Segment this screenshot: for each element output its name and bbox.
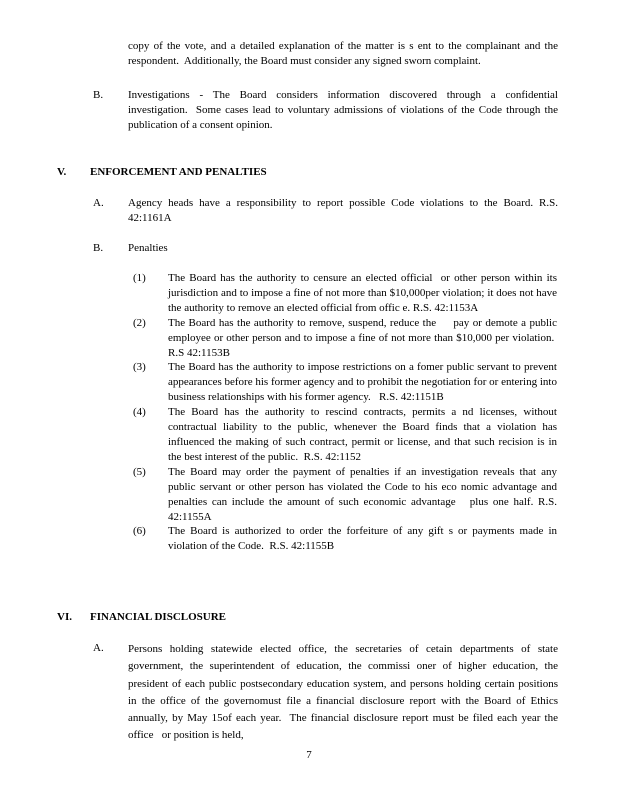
section-vi-title: FINANCIAL DISCLOSURE [90, 611, 227, 623]
item-label-a: A. [93, 197, 104, 209]
section-v-numeral: V. [57, 166, 67, 178]
penalty-text: The Board is authorized to order the forfeiture of any gift s or payments made in violation of the Code. R.S. 42:1155B [168, 525, 557, 553]
penalties-list [133, 271, 557, 554]
penalty-label: (6) [133, 525, 146, 538]
section-v-title: ENFORCEMENT AND PENALTIES [90, 166, 267, 178]
section-v-item-b [93, 241, 558, 256]
penalty-label: (5) [133, 465, 146, 478]
page-number: 7 [306, 749, 312, 761]
investigations-item [93, 88, 558, 133]
section-vi-heading [57, 610, 226, 625]
penalty-item [133, 360, 557, 405]
penalty-item [133, 271, 557, 316]
penalty-text: The Board has the authority to impose restrictions on a fomer public servant to prevent appearances before his former agency and to prohibit the negotiation for or entering into business relationships with his former agency. R.S. 42:1151B [168, 361, 557, 404]
penalty-text: The Board has the authority to rescind contracts, permits a nd licenses, without contractual liability to the public, whenever the Board finds that a violation has influenced the making of such contract, permit or license, and that such recision is in the best interest of the public. R.S. 42:1152 [168, 406, 557, 463]
penalty-item [133, 316, 557, 361]
section-vi-item-a-text: Persons holding statewide elected office, the secretaries of cetain departments of state government, the superintendent of education, the commissi oner of higher education, the president of each public postsecondary education system, and persons holding certain positions in the office of the governomust file a financial disclosure report with the Board of Ethics annually, by May 15of each year. The financial disclosure report must be filed each year the office or position is held, [128, 643, 558, 742]
penalty-item [133, 405, 557, 465]
item-label-b2: B. [93, 242, 104, 254]
penalty-text: The Board has the authority to censure an elected official or other person within its jurisdiction and to impose a fine of not more than $10,000per violation; it does not have the authority to remove an elected official from offic e. R.S. 42:1153A [168, 272, 557, 314]
intro-continuation-paragraph: copy of the vote, and a detailed explanation of the matter is s ent to the complainant and the respondent. Additionally, the Board must consider any signed sworn complaint. [128, 40, 558, 67]
item-label-b: B. [93, 89, 104, 101]
section-v-item-b-text: Penalties [128, 242, 168, 254]
penalty-label: (4) [133, 406, 146, 419]
penalty-label: (3) [133, 361, 146, 374]
section-vi-numeral: VI. [57, 611, 72, 623]
penalty-text: The Board has the authority to remove, suspend, reduce the pay or demote a public employee or other person and to impose a fine of not more than $10,000 per violation. R.S 42:1153B [168, 316, 557, 359]
penalty-label: (2) [133, 316, 146, 329]
investigations-text: Investigations - The Board considers information discovered through a confidential investigation. Some cases lead to voluntary admissions of violations of the Code through the publication of a consent opinion. [128, 89, 558, 131]
penalty-item [133, 524, 557, 554]
item-label-a2: A. [93, 642, 104, 654]
penalty-item [133, 465, 557, 525]
penalty-label: (1) [133, 272, 146, 284]
penalty-text: The Board may order the payment of penalties if an investigation reveals that any public servant or other person has violated the Code to his eco nomic advantage and penalties can include the amount of such economic advantage plus one half. R.S. 42:1155A [168, 465, 557, 523]
section-vi-item-a [93, 641, 558, 745]
section-v-heading [57, 165, 267, 180]
section-v-item-a [93, 196, 558, 226]
section-v-item-a-text: Agency heads have a responsibility to report possible Code violations to the Board. R.S. 42:1161A [128, 197, 558, 224]
